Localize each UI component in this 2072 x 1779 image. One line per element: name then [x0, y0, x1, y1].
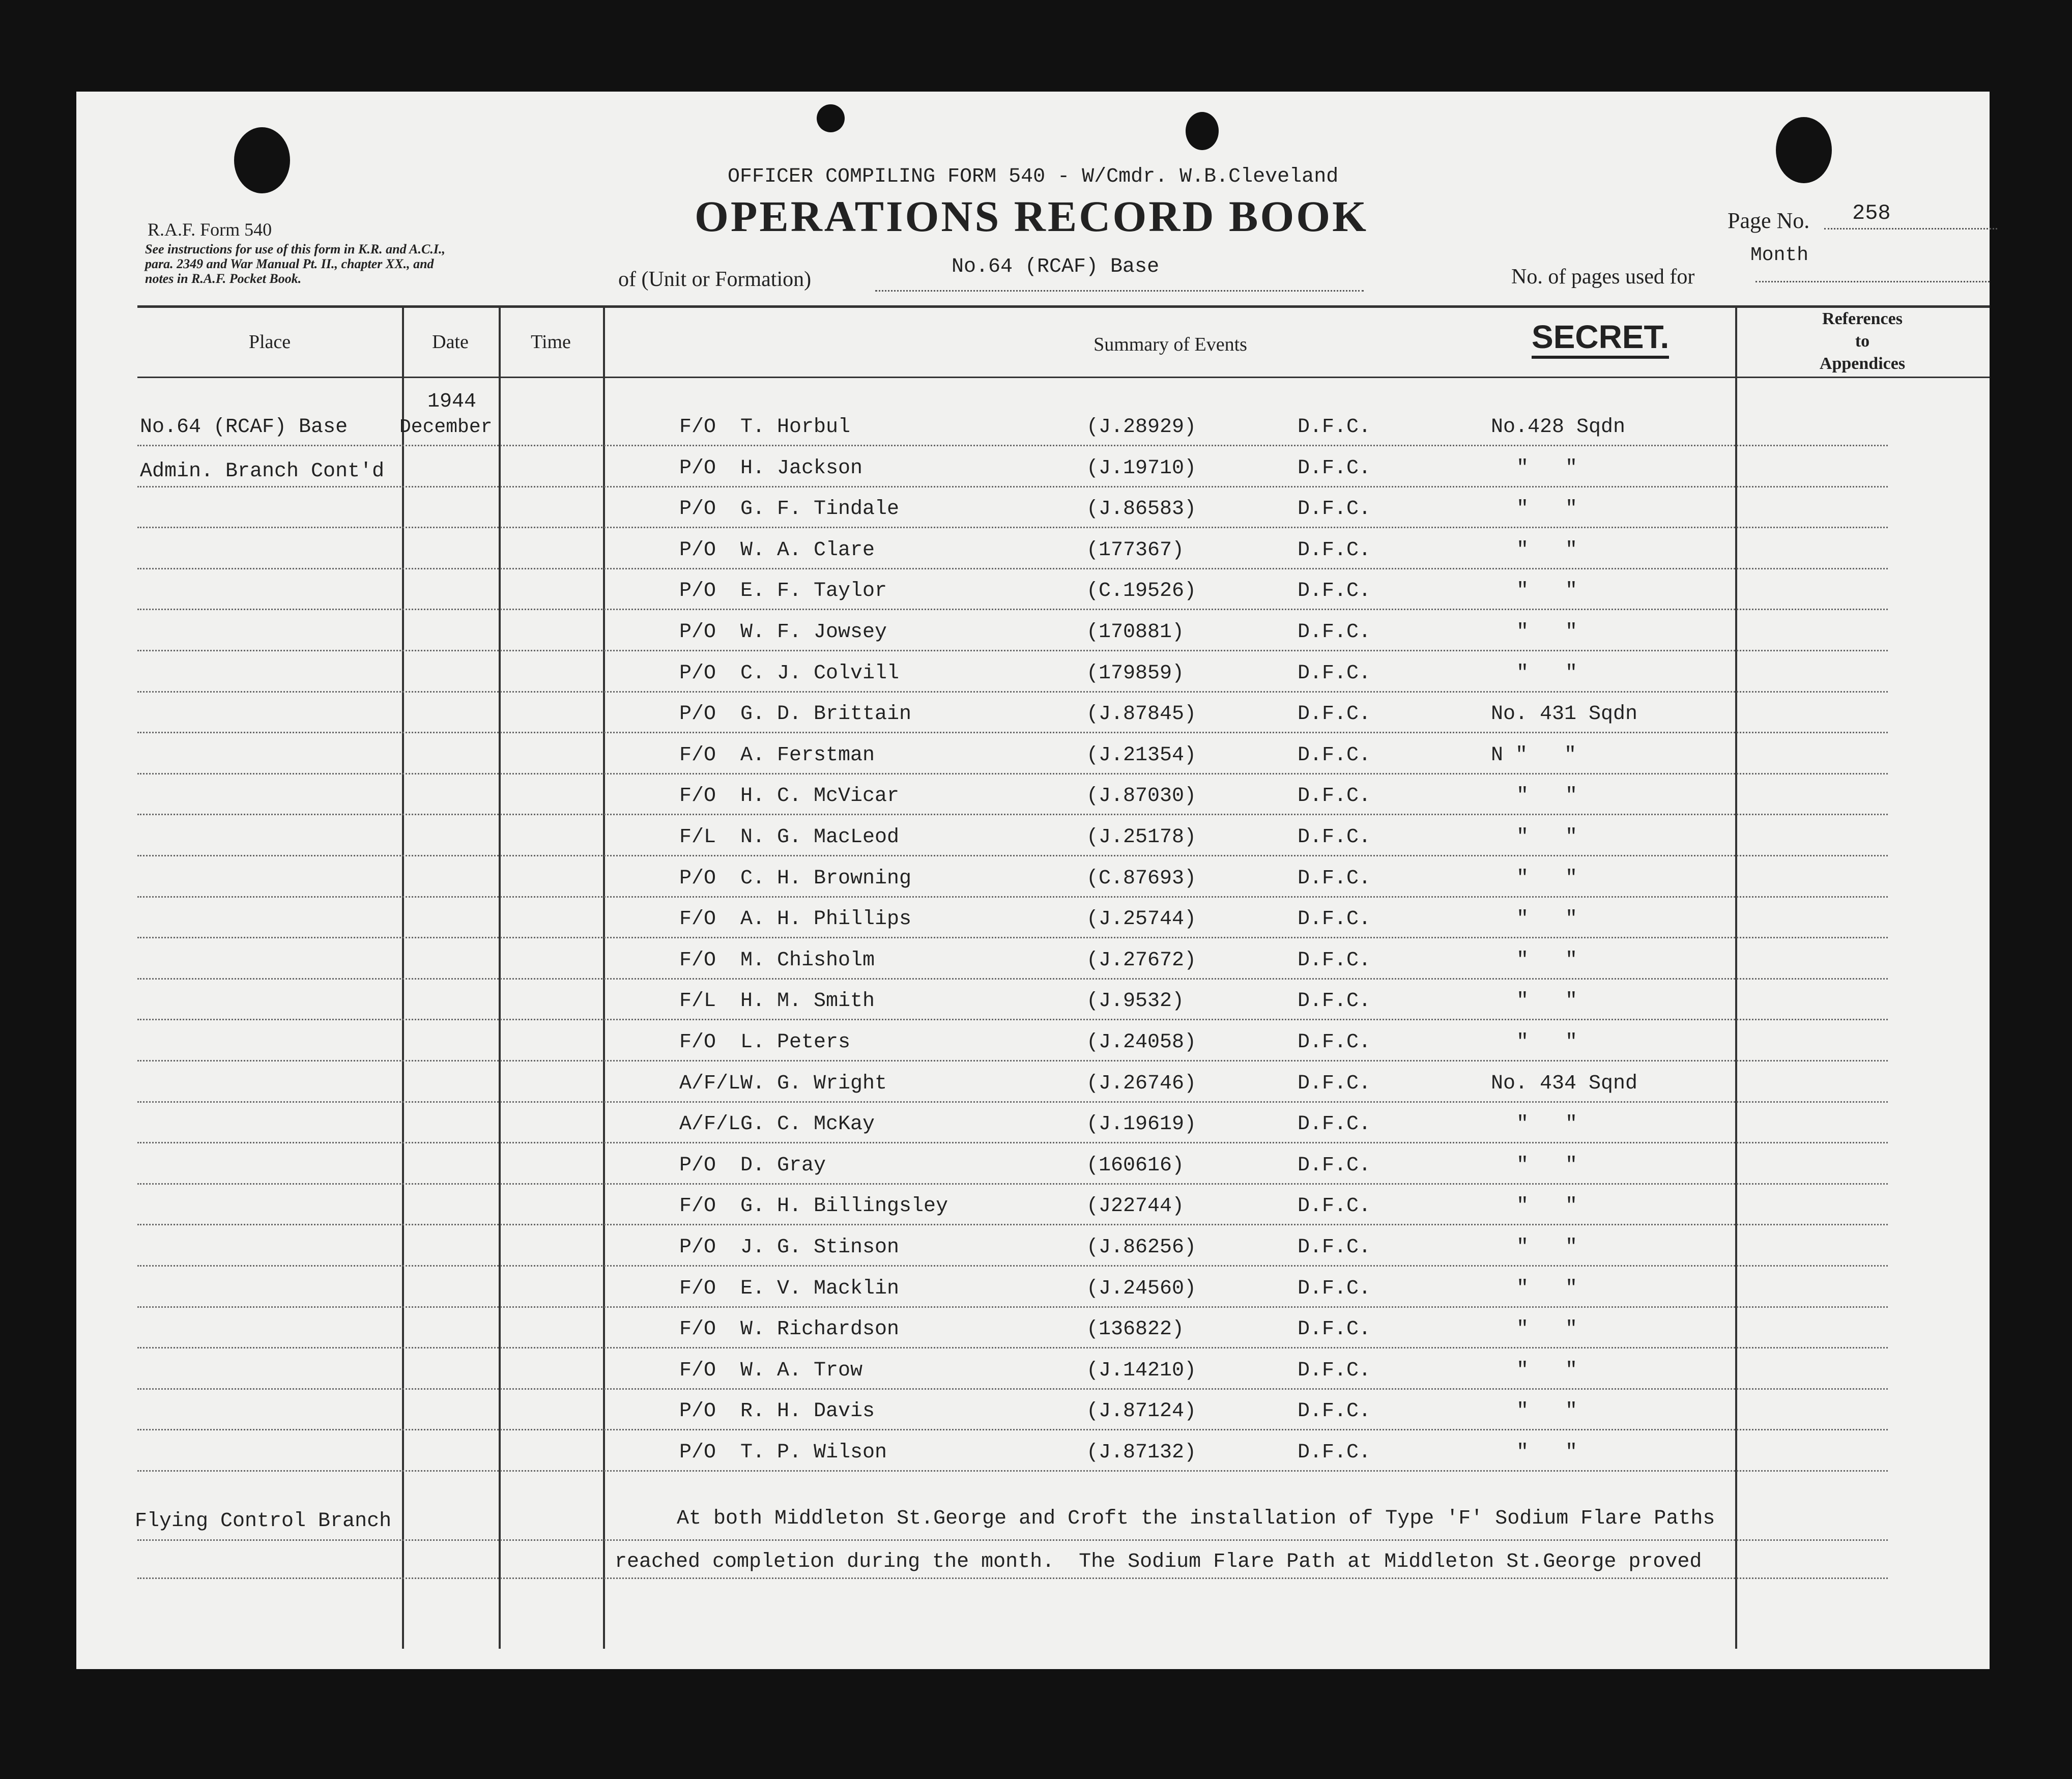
award-cell: D.F.C. — [1298, 990, 1371, 1013]
service-number-cell: (J.24058) — [1086, 1031, 1197, 1054]
place-column-rule — [402, 305, 404, 1649]
pages-used-value: Month — [1750, 244, 1809, 266]
squadron-cell: No.428 Sqdn — [1491, 416, 1626, 439]
award-cell: D.F.C. — [1298, 1318, 1371, 1341]
name-cell: T. P. Wilson — [740, 1441, 887, 1464]
column-header-references — [1735, 308, 1990, 375]
column-header-time: Time — [531, 331, 571, 353]
instruction-line: para. 2349 and War Manual Pt. II., chapter XX., and — [145, 256, 434, 271]
row-rule — [137, 814, 1888, 815]
punch-hole-mid-b — [1186, 112, 1219, 150]
squadron-cell: " " — [1516, 990, 1578, 1013]
rank-cell: P/O — [679, 457, 716, 480]
name-cell: H. C. McVicar — [740, 785, 900, 808]
row-rule — [137, 1265, 1888, 1267]
squadron-cell: " " — [1516, 1359, 1578, 1382]
name-cell: W. A. Trow — [740, 1359, 863, 1382]
rank-cell: A/F/L — [679, 1113, 741, 1136]
name-cell: E. F. Taylor — [740, 580, 887, 602]
service-number-cell: (C.87693) — [1086, 867, 1197, 890]
service-number-cell: (J.28929) — [1086, 416, 1197, 439]
award-cell: D.F.C. — [1298, 1441, 1371, 1464]
squadron-cell: " " — [1516, 908, 1578, 931]
row-rule — [137, 1347, 1888, 1348]
service-number-cell: (J22744) — [1086, 1195, 1185, 1218]
table-header-rule — [137, 377, 1990, 378]
page-number-label: Page No. — [1728, 208, 1810, 233]
summary-column-rule — [1735, 305, 1737, 1649]
table-top-rule — [137, 305, 1990, 308]
award-cell: D.F.C. — [1298, 457, 1371, 480]
rank-cell: F/O — [679, 416, 716, 439]
row-rule — [137, 1019, 1888, 1020]
rank-cell: F/O — [679, 1277, 716, 1300]
award-cell: D.F.C. — [1298, 1113, 1371, 1136]
squadron-cell: " " — [1516, 785, 1578, 808]
squadron-cell: " " — [1516, 1031, 1578, 1054]
squadron-cell: No. 434 Sqnd — [1491, 1072, 1638, 1095]
award-cell: D.F.C. — [1298, 1154, 1371, 1177]
name-cell: T. Horbul — [740, 416, 851, 439]
rank-cell: P/O — [679, 1236, 716, 1259]
date-column-rule — [499, 305, 501, 1649]
service-number-cell: (J.19619) — [1086, 1113, 1197, 1136]
award-cell: D.F.C. — [1298, 621, 1371, 644]
rank-cell: P/O — [679, 1441, 716, 1464]
row-rule — [137, 445, 1888, 446]
award-cell: D.F.C. — [1298, 703, 1371, 726]
squadron-cell: " " — [1516, 580, 1578, 602]
row-rule — [137, 1388, 1888, 1390]
squadron-cell: " " — [1516, 621, 1578, 644]
name-cell: C. H. Browning — [740, 867, 912, 890]
rank-cell: F/O — [679, 908, 716, 931]
award-cell: D.F.C. — [1298, 1072, 1371, 1095]
row-rule — [137, 568, 1888, 569]
row-rule — [137, 527, 1888, 528]
service-number-cell: (J.21354) — [1086, 744, 1197, 767]
squadron-cell: N " " — [1491, 744, 1577, 767]
row-rule — [137, 486, 1888, 487]
punch-hole-mid-a — [817, 104, 845, 132]
rank-cell: P/O — [679, 1154, 716, 1177]
punch-hole-left — [234, 127, 290, 193]
name-cell: W. G. Wright — [740, 1072, 887, 1095]
name-cell: M. Chisholm — [740, 949, 875, 972]
rank-cell: F/O — [679, 785, 716, 808]
name-cell: G. C. McKay — [740, 1113, 875, 1136]
rank-cell: F/O — [679, 1359, 716, 1382]
squadron-cell: " " — [1516, 867, 1578, 890]
place-base: No.64 (RCAF) Base — [140, 416, 348, 439]
row-rule — [137, 1224, 1888, 1225]
name-cell: L. Peters — [740, 1031, 851, 1054]
row-rule — [137, 1101, 1888, 1103]
flying-control-line-2: reached completion during the month. The Sodium Flare Path at Middleton St.George proved — [615, 1551, 1702, 1573]
service-number-cell: (J.19710) — [1086, 457, 1197, 480]
award-cell: D.F.C. — [1298, 416, 1371, 439]
name-cell: N. G. MacLeod — [740, 826, 900, 849]
row-rule — [137, 691, 1888, 693]
squadron-cell: " " — [1516, 498, 1578, 521]
row-rule — [137, 1142, 1888, 1143]
service-number-cell: (J.25744) — [1086, 908, 1197, 931]
service-number-cell: (J.86583) — [1086, 498, 1197, 521]
rank-cell: P/O — [679, 539, 716, 562]
award-cell: D.F.C. — [1298, 826, 1371, 849]
rank-cell: F/L — [679, 826, 716, 849]
squadron-cell: " " — [1516, 1195, 1578, 1218]
column-header-date: Date — [432, 331, 469, 353]
service-number-cell: (J.27672) — [1086, 949, 1197, 972]
squadron-cell: " " — [1516, 1400, 1578, 1423]
award-cell: D.F.C. — [1298, 539, 1371, 562]
squadron-cell: " " — [1516, 826, 1578, 849]
award-cell: D.F.C. — [1298, 662, 1371, 685]
name-cell: H. M. Smith — [740, 990, 875, 1013]
name-cell: G. F. Tindale — [740, 498, 900, 521]
name-cell: G. H. Billingsley — [740, 1195, 948, 1218]
squadron-cell: No. 431 Sqdn — [1491, 703, 1638, 726]
award-cell: D.F.C. — [1298, 580, 1371, 602]
award-cell: D.F.C. — [1298, 949, 1371, 972]
row-rule — [137, 1306, 1888, 1308]
name-cell: E. V. Macklin — [740, 1277, 900, 1300]
page-number-value: 258 — [1852, 201, 1891, 225]
name-cell: J. G. Stinson — [740, 1236, 900, 1259]
squadron-cell: " " — [1516, 1236, 1578, 1259]
award-cell: D.F.C. — [1298, 1400, 1371, 1423]
service-number-cell: (177367) — [1086, 539, 1185, 562]
row-rule — [137, 1060, 1888, 1061]
flying-control-line-1: At both Middleton St.George and Croft the installation of Type 'F' Sodium Flare Paths — [677, 1507, 1715, 1530]
rank-cell: A/F/L — [679, 1072, 741, 1095]
service-number-cell: (J.86256) — [1086, 1236, 1197, 1259]
unit-label: of (Unit or Formation) — [618, 268, 812, 291]
instruction-line: See instructions for use of this form in K.R. and A.C.I., — [145, 242, 445, 256]
service-number-cell: (179859) — [1086, 662, 1185, 685]
row-rule — [137, 1429, 1888, 1430]
column-header-place: Place — [248, 331, 291, 353]
service-number-cell: (J.87124) — [1086, 1400, 1197, 1423]
time-column-rule — [603, 305, 605, 1649]
squadron-cell: " " — [1516, 1318, 1578, 1341]
name-cell: G. D. Brittain — [740, 703, 912, 726]
squadron-cell: " " — [1516, 1154, 1578, 1177]
unit-dotted-line — [875, 290, 1364, 292]
column-header-summary: Summary of Events — [1093, 334, 1247, 355]
squadron-cell: " " — [1516, 662, 1578, 685]
name-cell: W. A. Clare — [740, 539, 875, 562]
pages-used-label: No. of pages used for — [1511, 265, 1695, 289]
rank-cell: P/O — [679, 621, 716, 644]
squadron-cell: " " — [1516, 1113, 1578, 1136]
rank-cell: F/O — [679, 1195, 716, 1218]
service-number-cell: (J.24560) — [1086, 1277, 1197, 1300]
date-month: December — [399, 416, 493, 438]
row-rule — [137, 1470, 1888, 1472]
service-number-cell: (J.87132) — [1086, 1441, 1197, 1464]
form-instructions — [145, 242, 445, 286]
rank-cell: F/O — [679, 949, 716, 972]
service-number-cell: (J.26746) — [1086, 1072, 1197, 1095]
award-cell: D.F.C. — [1298, 785, 1371, 808]
rank-cell: F/O — [679, 1318, 716, 1341]
row-rule — [137, 1183, 1888, 1185]
unit-value: No.64 (RCAF) Base — [952, 255, 1160, 278]
service-number-cell: (J.25178) — [1086, 826, 1197, 849]
row-rule — [137, 732, 1888, 733]
service-number-cell: (136822) — [1086, 1318, 1185, 1341]
row-rule — [137, 978, 1888, 980]
row-rule — [137, 896, 1888, 898]
references-line: to — [1855, 332, 1870, 351]
squadron-cell: " " — [1516, 949, 1578, 972]
rank-cell: P/O — [679, 580, 716, 602]
row-rule — [137, 855, 1888, 856]
name-cell: A. H. Phillips — [740, 908, 912, 931]
rank-cell: F/O — [679, 744, 716, 767]
service-number-cell: (J.87845) — [1086, 703, 1197, 726]
page-title: OPERATIONS RECORD BOOK — [695, 192, 1368, 241]
service-number-cell: (J.9532) — [1086, 990, 1185, 1013]
award-cell: D.F.C. — [1298, 1236, 1371, 1259]
row-rule — [137, 937, 1888, 938]
squadron-cell: " " — [1516, 457, 1578, 480]
row-rule — [137, 773, 1888, 774]
name-cell: W. Richardson — [740, 1318, 900, 1341]
award-cell: D.F.C. — [1298, 1195, 1371, 1218]
award-cell: D.F.C. — [1298, 1277, 1371, 1300]
instruction-line: notes in R.A.F. Pocket Book. — [145, 271, 302, 286]
place-flying-control: Flying Control Branch — [135, 1510, 392, 1533]
punch-hole-right — [1776, 117, 1832, 183]
service-number-cell: (J.14210) — [1086, 1359, 1197, 1382]
place-admin-branch: Admin. Branch Cont'd — [140, 460, 385, 483]
references-line: References — [1822, 309, 1903, 328]
squadron-cell: " " — [1516, 1441, 1578, 1464]
name-cell: A. Ferstman — [740, 744, 875, 767]
name-cell: C. J. Colvill — [740, 662, 900, 685]
service-number-cell: (160616) — [1086, 1154, 1185, 1177]
service-number-cell: (J.87030) — [1086, 785, 1197, 808]
row-rule — [137, 1577, 1888, 1579]
award-cell: D.F.C. — [1298, 744, 1371, 767]
rank-cell: P/O — [679, 1400, 716, 1423]
references-line: Appendices — [1819, 354, 1906, 373]
row-rule — [137, 650, 1888, 651]
squadron-cell: " " — [1516, 539, 1578, 562]
rank-cell: P/O — [679, 498, 716, 521]
award-cell: D.F.C. — [1298, 1031, 1371, 1054]
name-cell: D. Gray — [740, 1154, 826, 1177]
rank-cell: P/O — [679, 703, 716, 726]
record-page — [76, 92, 1990, 1669]
page-number-dotted-line — [1824, 228, 1997, 229]
row-rule — [137, 1539, 1888, 1541]
service-number-cell: (C.19526) — [1086, 580, 1197, 602]
name-cell: R. H. Davis — [740, 1400, 875, 1423]
rank-cell: P/O — [679, 662, 716, 685]
row-rule — [137, 609, 1888, 610]
date-year: 1944 — [427, 390, 477, 413]
pages-used-dotted-line — [1756, 281, 1990, 282]
compiler-line: OFFICER COMPILING FORM 540 - W/Cmdr. W.B.Cleveland — [728, 165, 1339, 188]
secret-stamp: SECRET. — [1532, 318, 1669, 359]
form-name: R.A.F. Form 540 — [148, 219, 272, 240]
award-cell: D.F.C. — [1298, 1359, 1371, 1382]
award-cell: D.F.C. — [1298, 867, 1371, 890]
rank-cell: P/O — [679, 867, 716, 890]
squadron-cell: " " — [1516, 1277, 1578, 1300]
rank-cell: F/L — [679, 990, 716, 1013]
rank-cell: F/O — [679, 1031, 716, 1054]
name-cell: H. Jackson — [740, 457, 863, 480]
award-cell: D.F.C. — [1298, 908, 1371, 931]
award-cell: D.F.C. — [1298, 498, 1371, 521]
service-number-cell: (170881) — [1086, 621, 1185, 644]
name-cell: W. F. Jowsey — [740, 621, 887, 644]
